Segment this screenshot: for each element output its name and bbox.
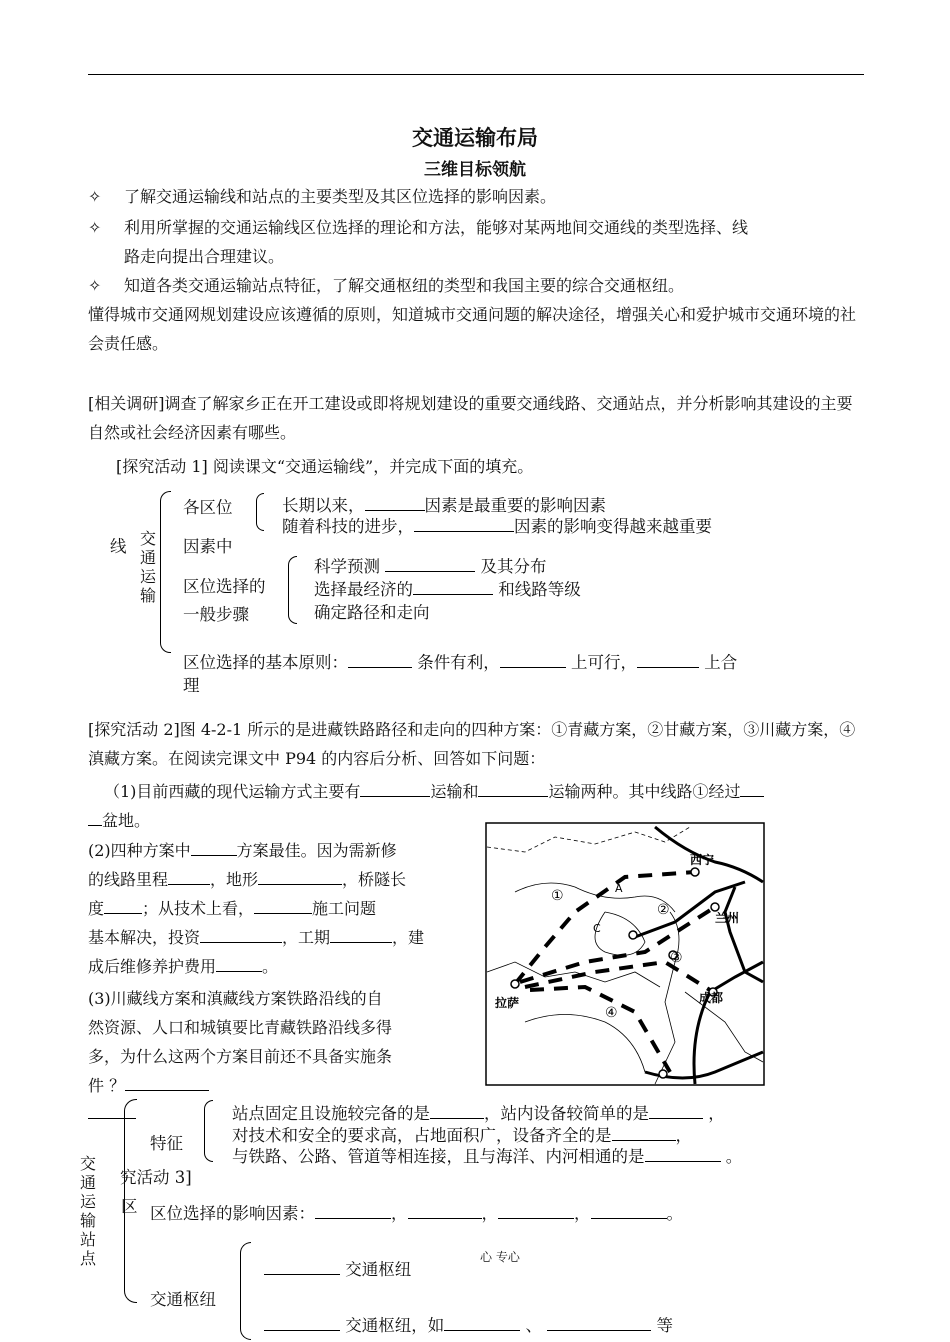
feature-2: 对技术和安全的要求高，占地面积广，设备齐全的是 ，	[232, 1126, 692, 1145]
blank-field[interactable]	[740, 782, 764, 797]
label-c: C	[593, 922, 601, 935]
feature-label: 特征	[150, 1134, 183, 1153]
blank-field[interactable]	[547, 1316, 651, 1331]
tree-root-transport: 交通运输	[139, 529, 156, 605]
objective-1: ✧ 了解交通运输线和站点的主要类型及其区位选择的影响因素。	[88, 187, 557, 206]
activity3-label: 究活动 3]	[120, 1168, 192, 1187]
feature-brace	[204, 1100, 213, 1162]
city-xining-dot	[691, 868, 699, 876]
blank-field[interactable]	[88, 811, 102, 826]
station-tree-root: 交通运输站点	[79, 1154, 96, 1268]
blank-field[interactable]	[591, 1204, 667, 1219]
bullet-diamond-icon: ✧	[88, 218, 102, 237]
question-1-cont: 盆地。	[88, 808, 150, 831]
blank-field[interactable]	[637, 653, 699, 668]
principle-cont: 理	[183, 676, 200, 695]
bullet-diamond-icon: ✧	[88, 276, 102, 295]
blank-field[interactable]	[125, 1076, 209, 1091]
principle-line: 区位选择的基本原则： 条件有利， 上可行， 上合	[183, 653, 738, 672]
blank-field[interactable]	[104, 899, 142, 914]
blank-field[interactable]	[254, 899, 312, 914]
blank-field[interactable]	[200, 928, 282, 943]
blank-field[interactable]	[191, 841, 237, 856]
bullet-diamond-icon: ✧	[88, 187, 102, 206]
q2-line-2: 的线路里程 ，地形 ，桥隧长	[88, 870, 407, 889]
blank-field[interactable]	[258, 870, 342, 885]
label-a: A	[615, 882, 623, 895]
q3-line-3: 多，为什么这两个方案目前还不具备实施条	[88, 1047, 393, 1066]
route-label-1: ①	[551, 888, 564, 904]
activity2-intro: [探究活动 2]图 4-2-1 所示的是进藏铁路路径和走向的四种方案：①青藏方案，②甘藏方案，③川藏方案，④滇藏方案。在阅读完课文中 P94 的内容后分析、回答如下问题：	[88, 720, 856, 768]
blank-field[interactable]	[414, 517, 514, 532]
objective-3: ✧ 知道各类交通运输站点特征，了解交通枢纽的类型和我国主要的综合交通枢纽。	[88, 276, 685, 295]
blank-field[interactable]	[478, 782, 548, 797]
hub-brace	[240, 1242, 251, 1340]
blank-field[interactable]	[216, 957, 262, 972]
q3-line-2: 然资源、人口和城镇要比青藏铁路沿线多得	[88, 1018, 393, 1037]
header-rule	[88, 74, 864, 75]
q2-line-3: 度 ；从技术上看， 施工问题	[88, 899, 377, 918]
steps-label-2: 一般步骤	[183, 605, 249, 624]
feature-3: 与铁路、公路、管道等相连接，且与海洋、内河相通的是 。	[232, 1147, 743, 1166]
tree-root-line: 线	[110, 537, 127, 556]
blank-field[interactable]	[408, 1204, 482, 1219]
blank-field[interactable]	[645, 1147, 721, 1162]
city-lasa-dot	[511, 980, 519, 988]
route-label-3: ③	[670, 950, 683, 966]
emotion-goal: 懂得城市交通网规划建设应该遵循的原则，知道城市交通问题的解决途径，增强关心和爱护城市交通环境的社会责任感。	[88, 305, 857, 353]
steps-label-1: 区位选择的	[183, 577, 266, 596]
city-lanzhou-dot	[711, 903, 719, 911]
factor-1: 长期以来， 因素是最重要的影响因素	[282, 496, 606, 515]
route-label-2: ②	[657, 902, 670, 918]
blank-field[interactable]	[365, 496, 425, 511]
blank-field[interactable]	[612, 1126, 676, 1141]
factor-2: 随着科技的进步， 因素的影响变得越来越重要	[282, 517, 712, 536]
page-subtitle: 三维目标领航	[424, 160, 526, 180]
q3-line-4: 件 ？	[88, 1073, 209, 1096]
main-brace	[160, 491, 171, 653]
q2-line-4: 基本解决，投资 ，工期 ，建	[88, 928, 425, 947]
factor-label-1: 各区位	[183, 498, 233, 517]
activity3-label-cont: 区	[121, 1197, 138, 1216]
factors-line: 区位选择的影响因素： ， ， ， 。	[150, 1204, 683, 1223]
step-2: 选择最经济的 和线路等级	[314, 580, 581, 599]
blank-field[interactable]	[360, 782, 430, 797]
page-title: 交通运输布局	[412, 126, 538, 150]
blank-field[interactable]	[500, 653, 566, 668]
objective-2: ✧ 利用所掌握的交通运输线区位选择的理论和方法，能够对某两地间交通线的类型选择、线	[88, 218, 749, 237]
blank-field[interactable]	[430, 1104, 484, 1119]
step-3: 确定路径和走向	[314, 603, 430, 622]
hub-note: 心 专心	[480, 1250, 520, 1264]
blank-field[interactable]	[649, 1104, 703, 1119]
q2-line-1: (2)四种方案中 方案最佳。因为需新修	[88, 841, 397, 860]
factor-label-2: 因素中	[183, 537, 233, 556]
steps-brace	[288, 556, 297, 624]
blank-field[interactable]	[348, 653, 412, 668]
blank-field[interactable]	[413, 580, 493, 595]
place-dot	[659, 1070, 667, 1078]
objective-2-cont: 路走向提出合理建议。	[124, 247, 285, 266]
blank-field[interactable]	[444, 1316, 520, 1331]
blank-field[interactable]	[168, 870, 210, 885]
label-xining: 西宁	[690, 853, 715, 867]
blank-field[interactable]	[385, 557, 475, 572]
railway-route-map	[485, 822, 765, 1086]
label-lanzhou: 兰州	[715, 911, 740, 925]
route-label-4: ④	[605, 1005, 618, 1021]
label-chengdu: 成都	[699, 991, 724, 1005]
q3-line-1: (3)川藏线方案和滇藏线方案铁路沿线的自	[88, 989, 383, 1008]
feature-1: 站点固定且设施较完备的是 ，站内设备较简单的是 ，	[232, 1104, 725, 1123]
hub-2: 交通枢纽，如 、 等	[264, 1312, 673, 1336]
q2-line-5: 成后维修养护费用 。	[88, 957, 279, 976]
blank-field[interactable]	[264, 1316, 340, 1331]
related-research: [相关调研]调查了解家乡正在开工建设或即将规划建设的重要交通线路、交通站点，并分析影响其建设的主要自然或社会经济因素有哪些。	[88, 394, 853, 442]
place-dot	[629, 931, 637, 939]
label-lasa: 拉萨	[495, 996, 520, 1010]
factor-brace	[256, 493, 264, 531]
activity1-intro: [探究活动 1] 阅读课文“交通运输线”，并完成下面的填充。	[116, 457, 534, 476]
blank-field[interactable]	[330, 928, 392, 943]
hub-label: 交通枢纽	[150, 1290, 216, 1309]
question-1: （1)目前西藏的现代运输方式主要有 运输和 运输两种。其中线路①经过	[104, 779, 764, 802]
blank-field[interactable]	[264, 1260, 340, 1275]
blank-field[interactable]	[498, 1204, 574, 1219]
blank-field[interactable]	[315, 1204, 391, 1219]
step-1: 科学预测 及其分布	[314, 557, 547, 576]
hub-1: 交通枢纽	[264, 1256, 411, 1280]
